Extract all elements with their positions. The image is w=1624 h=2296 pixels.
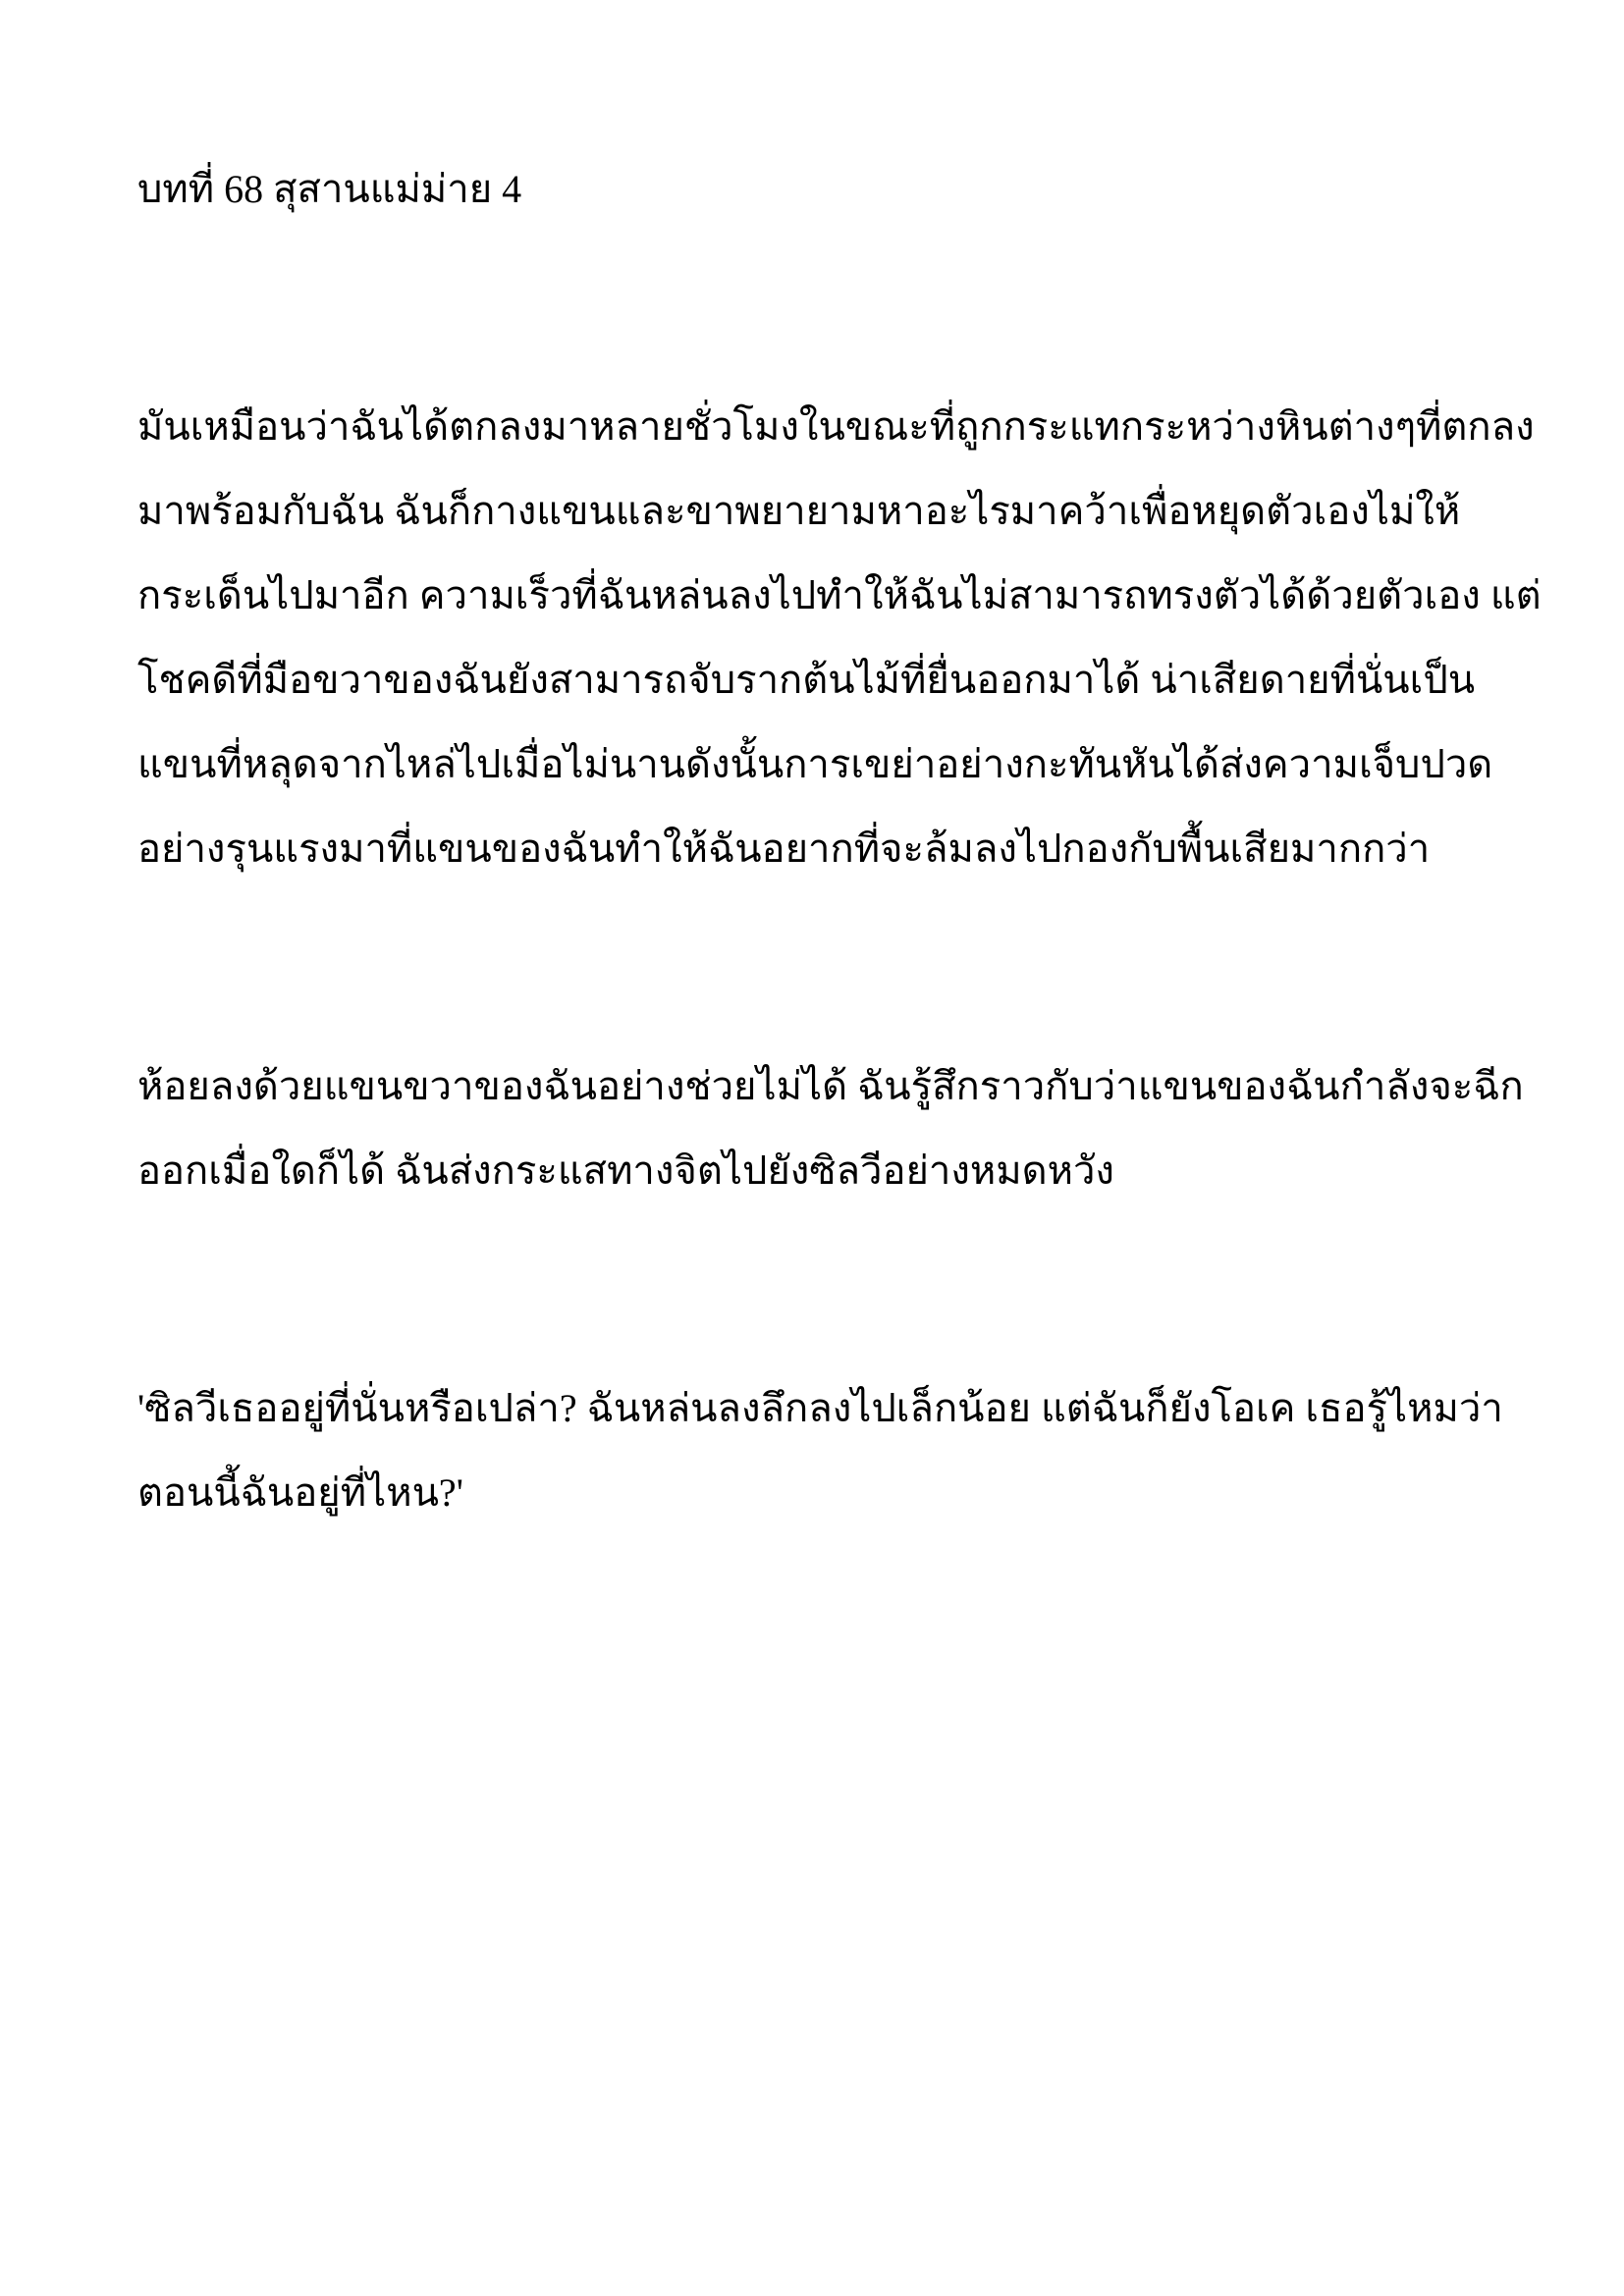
text-line: แขนที่หลุดจากไหล่ไปเมื่อไม่นานดังนั้นการเขย่าอย่างกะทันหันได้ส่งความเจ็บปวด <box>137 742 1493 786</box>
text-line: 'ซิลวีเธออยู่ที่นั่นหรือเปล่า? ฉันหล่นลงลึกลงไปเล็กน้อย แต่ฉันก็ยังโอเค เธอรู้ไหมว่า <box>137 1386 1503 1430</box>
text-line: อย่างรุนแรงมาที่แขนของฉันทำให้ฉันอยากที่จะล้มลงไปกองกับพื้นเสียมากกว่า <box>137 827 1431 871</box>
paragraph <box>137 1044 1524 1213</box>
body-text <box>137 385 1542 1535</box>
text-line: ห้อยลงด้วยแขนขวาของฉันอย่างช่วยไม่ได้ ฉันรู้สึกราวกับว่าแขนของฉันกำลังจะฉีก <box>137 1064 1524 1108</box>
paragraph <box>137 385 1542 891</box>
text-line: ออกเมื่อใดก็ได้ ฉันส่งกระแสทางจิตไปยังซิลวีอย่างหมดหวัง <box>137 1148 1114 1193</box>
text-line: มาพร้อมกับฉัน ฉันก็กางแขนและขาพยายามหาอะไรมาคว้าเพื่อหยุดตัวเองไม่ให้ <box>137 489 1461 533</box>
text-line: ตอนนี้ฉันอยู่ที่ไหน?' <box>137 1470 463 1515</box>
text-line: กระเด็นไปมาอีก ความเร็วที่ฉันหล่นลงไปทำให้ฉันไม่สามารถทรงตัวได้ด้วยตัวเอง แต่ <box>137 573 1542 617</box>
chapter-title: บทที่ 68 สุสานแม่ม่าย 4 <box>137 167 522 211</box>
text-line: มันเหมือนว่าฉันได้ตกลงมาหลายชั่วโมงในขณะที่ถูกกระแทกระหว่างหินต่างๆที่ตกลง <box>137 404 1535 449</box>
text-line: โชคดีที่มือขวาของฉันยังสามารถจับรากต้นไม้ที่ยื่นออกมาได้ น่าเสียดายที่นั่นเป็น <box>137 658 1476 702</box>
paragraph <box>137 1366 1503 1535</box>
